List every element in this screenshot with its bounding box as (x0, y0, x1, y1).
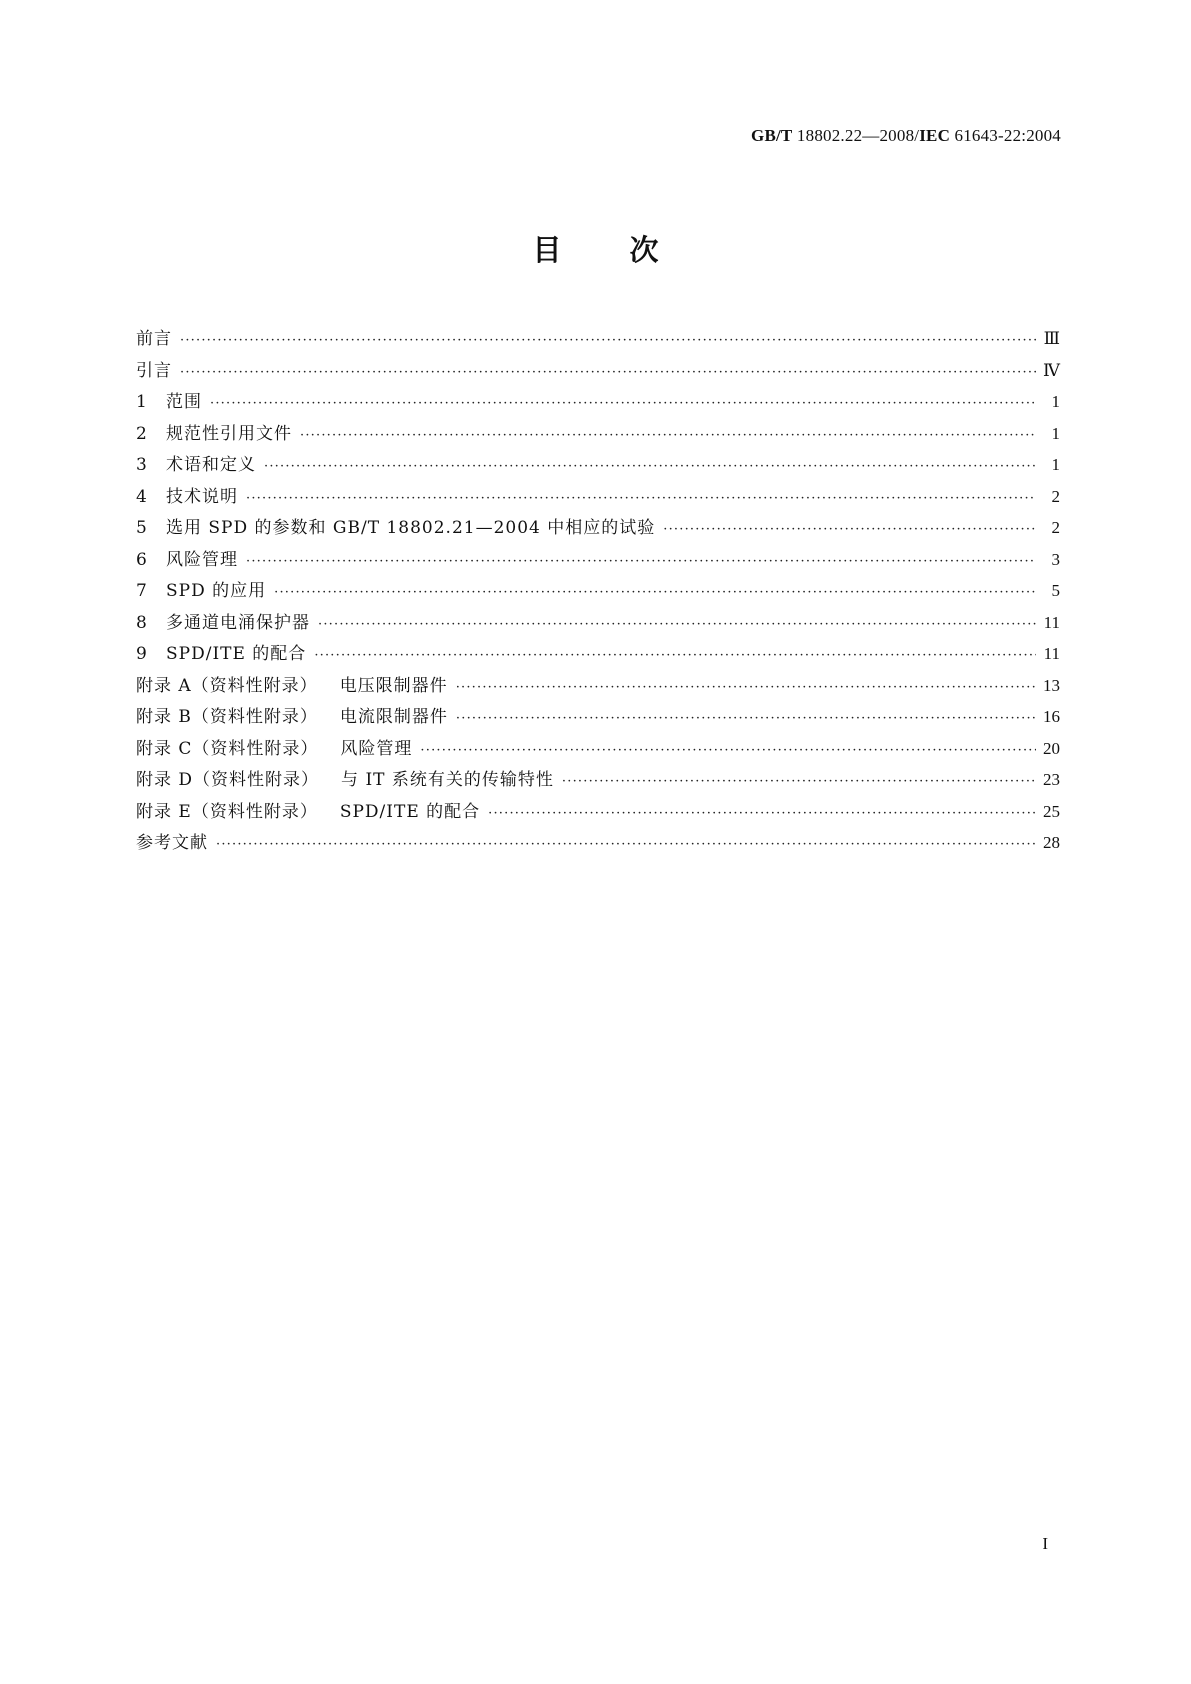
toc-entry-section-5[interactable] (136, 517, 1060, 549)
annex-title: 电流限制器件 (339, 707, 448, 727)
toc-entry-label: 技术说明 (166, 486, 238, 507)
dot-leader (180, 330, 1036, 352)
toc-entry-number: 5 (136, 518, 147, 538)
toc-entry-foreword[interactable] (136, 328, 1060, 360)
toc-entry-label: 多通道电涌保护器 (166, 612, 310, 633)
annex-designation: 附录 E（资料性附录） (136, 801, 318, 822)
dot-leader (562, 771, 1036, 793)
toc-entry-page: 5 (1051, 581, 1060, 600)
dot-leader (420, 740, 1036, 762)
dot-leader (456, 708, 1036, 730)
toc-entry-section-1[interactable] (136, 391, 1060, 423)
toc-entry-page: 11 (1043, 612, 1060, 632)
toc-entry-label: 规范性引用文件 (166, 423, 292, 444)
toc-entry-page: 23 (1043, 770, 1060, 789)
toc-entry-section-7[interactable] (136, 580, 1060, 612)
toc-entry-bibliography[interactable] (136, 832, 1060, 864)
standard-code-iec-number: 61643-22:2004 (950, 126, 1061, 145)
toc-entry-label (136, 675, 448, 697)
toc-entry-annex-e[interactable] (136, 801, 1060, 833)
toc-entry-annex-b[interactable] (136, 706, 1060, 738)
toc-entry-label: 风险管理 (166, 549, 238, 570)
page-title: 目 次 (532, 233, 659, 267)
annex-title: 电压限制器件 (339, 675, 448, 696)
toc-entry-label: 前言 (136, 329, 172, 349)
dot-leader (318, 614, 1036, 636)
toc-entry-page: 28 (1043, 833, 1060, 852)
annex-designation: 附录 D（资料性附录） (136, 770, 320, 790)
standard-code-number: 18802.22—2008/ (792, 126, 920, 145)
toc-entry-label: 术语和定义 (166, 455, 256, 475)
dot-leader (246, 551, 1036, 573)
toc-entry-label (136, 769, 554, 791)
dot-leader (274, 582, 1036, 604)
toc-entry-label: 引言 (136, 360, 172, 381)
annex-title: 与 IT 系统有关的传输特性 (341, 770, 554, 790)
toc-entry-annex-d[interactable] (136, 769, 1060, 801)
toc-entry-annex-a[interactable] (136, 675, 1060, 707)
dot-leader (264, 456, 1036, 478)
toc-entry-section-3[interactable] (136, 454, 1060, 486)
toc-entry-annex-c[interactable] (136, 738, 1060, 770)
annex-designation: 附录 B（资料性附录） (136, 707, 318, 727)
toc-entry-number: 2 (136, 423, 147, 444)
toc-entry-label: 选用 SPD 的参数和 GB/T 18802.21—2004 中相应的试验 (166, 518, 656, 538)
toc-entry-introduction[interactable] (136, 360, 1060, 392)
standard-code (751, 126, 1061, 146)
toc-entry-label: SPD 的应用 (166, 581, 267, 601)
toc-entry-label (136, 801, 480, 823)
toc-entry-label: 范围 (166, 392, 202, 412)
dot-leader (210, 393, 1036, 415)
toc-entry-label: 参考文献 (136, 833, 208, 853)
dot-leader (246, 488, 1036, 510)
toc-entry-page: 1 (1051, 392, 1060, 411)
toc-entry-page: 13 (1043, 675, 1060, 695)
annex-designation: 附录 C（资料性附录） (136, 738, 319, 759)
toc-entry-page: 1 (1051, 455, 1060, 474)
dot-leader (488, 803, 1036, 825)
toc-entry-number: 3 (136, 455, 147, 475)
table-of-contents (136, 328, 1060, 864)
dot-leader (180, 362, 1036, 384)
annex-designation: 附录 A（资料性附录） (136, 675, 318, 696)
toc-entry-number: 7 (136, 581, 147, 601)
toc-entry-section-8[interactable] (136, 612, 1060, 644)
toc-entry-number: 4 (136, 486, 147, 507)
toc-entry-label: SPD/ITE 的配合 (166, 644, 307, 664)
dot-leader (300, 425, 1036, 447)
toc-entry-page: 1 (1051, 423, 1060, 443)
toc-entry-label (136, 738, 412, 760)
toc-entry-page: 16 (1043, 707, 1060, 726)
toc-entry-page: 25 (1043, 801, 1060, 821)
toc-entry-page: 11 (1043, 644, 1060, 663)
toc-entry-section-4[interactable] (136, 486, 1060, 518)
toc-entry-page: Ⅲ (1043, 329, 1060, 348)
toc-entry-page: 2 (1051, 518, 1060, 537)
toc-entry-number: 8 (136, 612, 147, 633)
standard-code-prefix: GB/T (751, 126, 793, 145)
annex-title: SPD/ITE 的配合 (339, 801, 481, 822)
toc-entry-page: 20 (1043, 738, 1060, 758)
standard-code-iec: IEC (919, 126, 951, 145)
toc-entry-page: 2 (1051, 486, 1060, 506)
toc-entry-number: 6 (136, 549, 147, 570)
dot-leader (314, 645, 1036, 667)
dot-leader (663, 519, 1036, 541)
toc-entry-label (136, 706, 448, 728)
toc-entry-page: 3 (1051, 549, 1060, 569)
annex-title: 风险管理 (340, 738, 413, 759)
dot-leader (216, 834, 1036, 856)
page-number: I (1042, 1534, 1048, 1553)
toc-entry-section-9[interactable] (136, 643, 1060, 675)
toc-entry-page: Ⅳ (1043, 360, 1060, 380)
toc-entry-section-2[interactable] (136, 423, 1060, 455)
toc-entry-number: 1 (136, 392, 147, 412)
toc-entry-number: 9 (136, 644, 147, 664)
toc-entry-section-6[interactable] (136, 549, 1060, 581)
dot-leader (456, 677, 1036, 699)
